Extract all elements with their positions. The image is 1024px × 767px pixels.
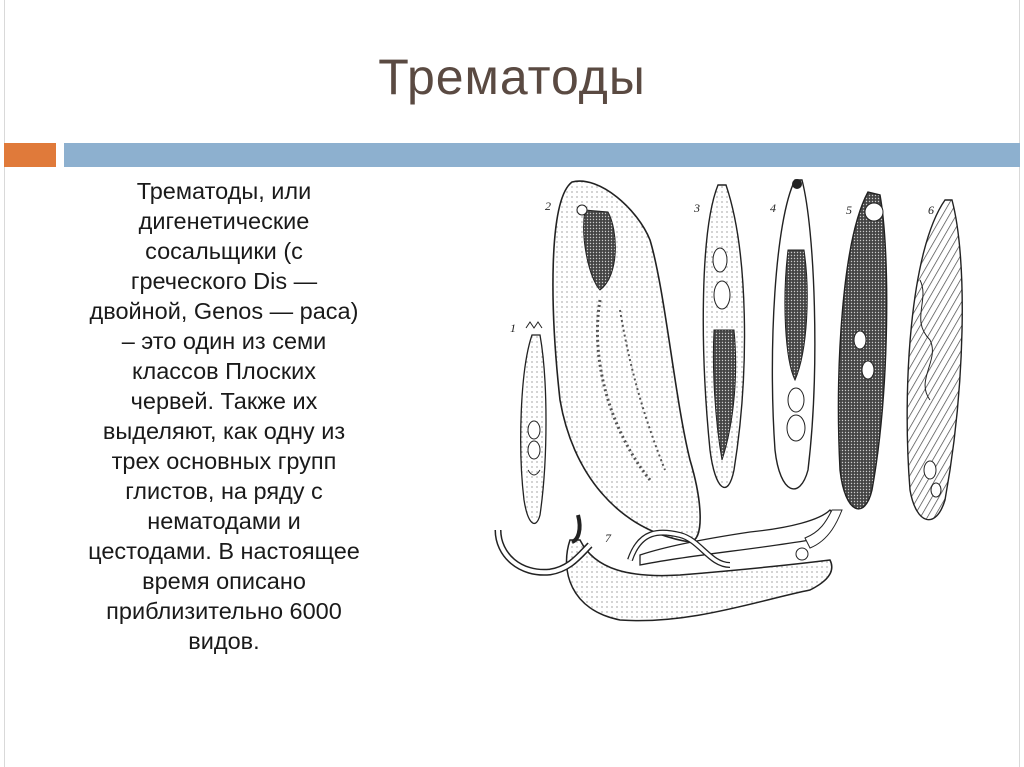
label-4: 4: [770, 201, 776, 215]
label-6: 6: [928, 203, 934, 217]
worm-1: [510, 321, 546, 523]
accent-bar-orange: [4, 143, 56, 167]
worm-5: [838, 192, 886, 509]
slide-title: Трематоды: [378, 49, 646, 105]
label-1: 1: [510, 321, 516, 335]
trematodes-illustration: [490, 170, 985, 640]
worm-3: [693, 185, 744, 487]
body-text: Трематоды, или дигенетические сосальщики (с греческого Dis — двойной, Genos — раса) – это один из семи классов Плоских червей. Также их выделяют, как одну из трех основных групп глистов, на ряду с нематодами и цестодами. В настоящее время описано приблизительно 6000 видов.: [88, 178, 360, 654]
label-3: 3: [694, 201, 700, 215]
label-5: 5: [846, 203, 852, 217]
label-2: 2: [545, 199, 551, 213]
label-7: 7: [605, 531, 611, 545]
worm-2: [545, 181, 700, 542]
worm-4: [770, 179, 815, 489]
worm-6: [907, 200, 962, 520]
accent-bar-blue: [64, 143, 1020, 167]
